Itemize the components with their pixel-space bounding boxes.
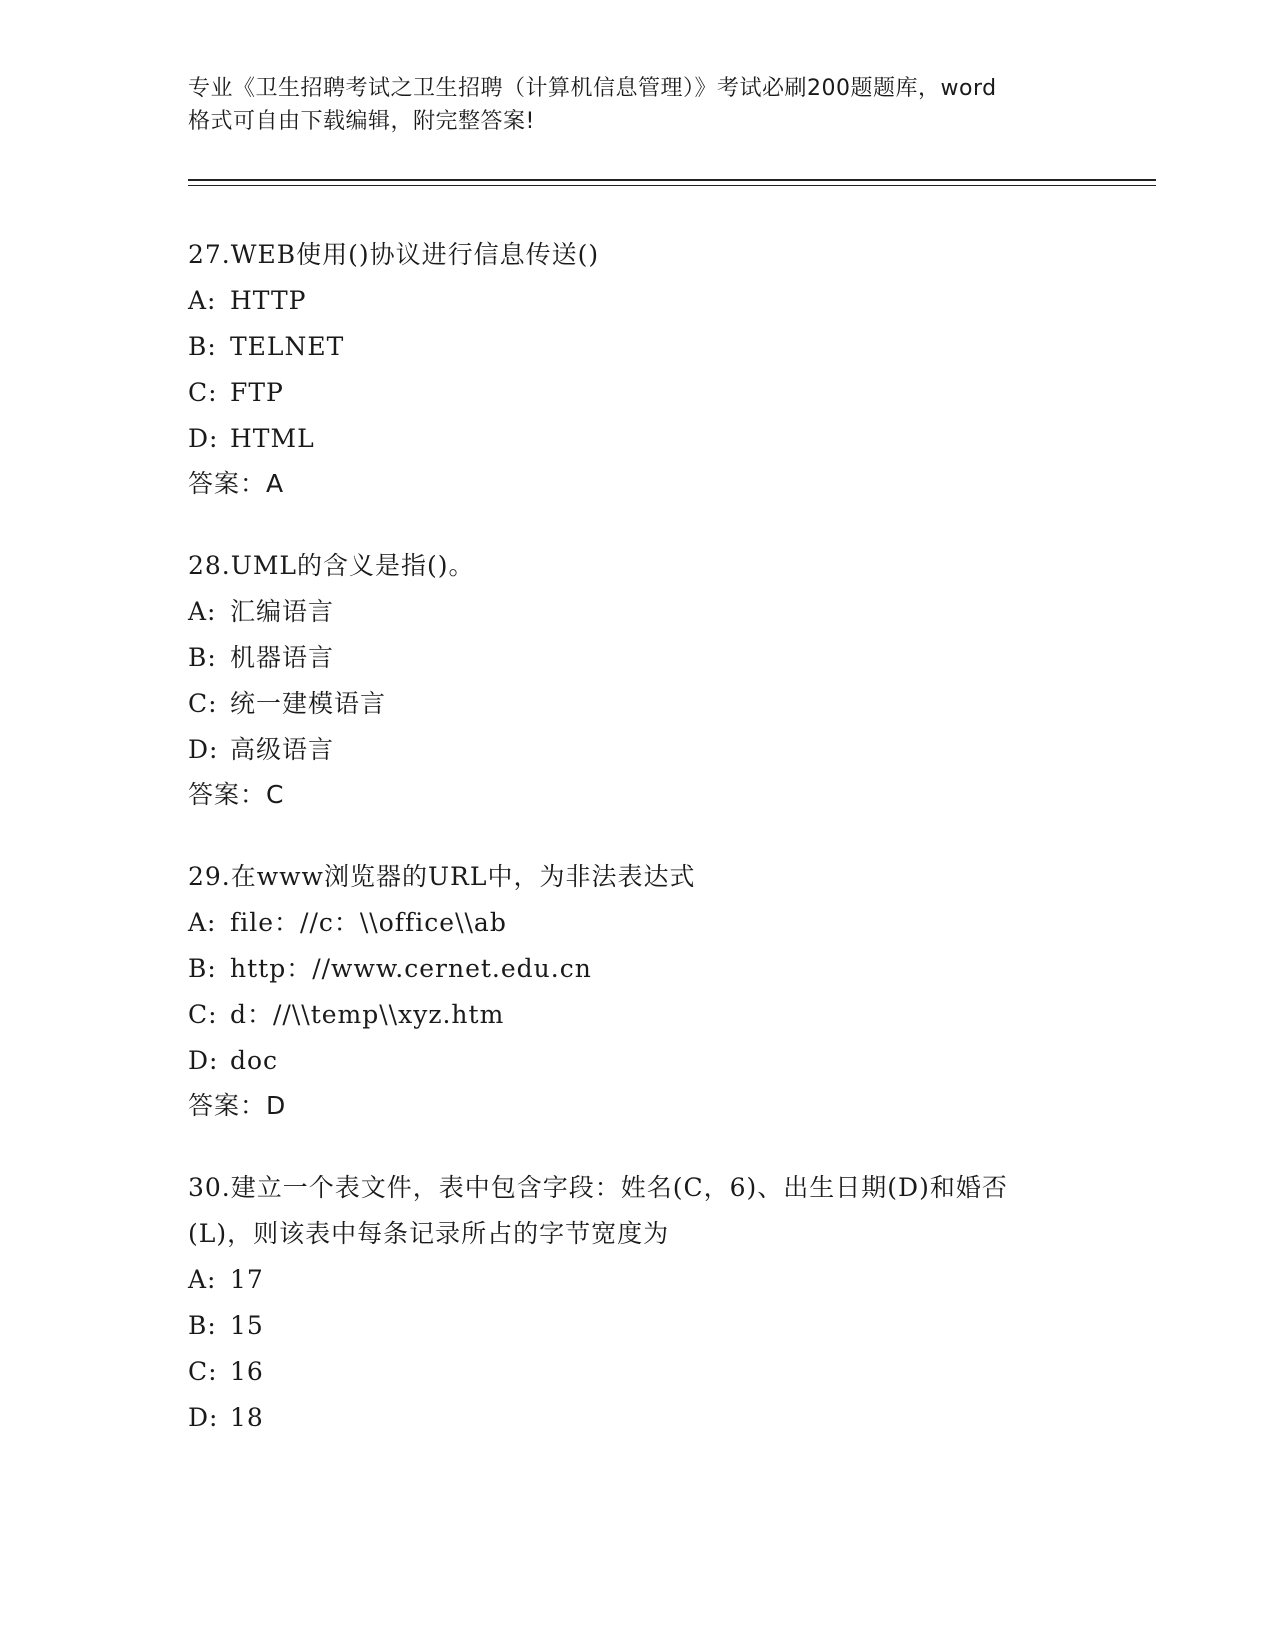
option-key: D: bbox=[188, 735, 219, 764]
question-title: 30.建立一个表文件，表中包含字段：姓名(C，6)、出生日期(D)和婚否(L)，则该表中每条记录所占的字节宽度为 bbox=[188, 1173, 1008, 1248]
option-text: 汇编语言 bbox=[230, 597, 335, 626]
option-b bbox=[188, 946, 1108, 992]
option-key: D: bbox=[188, 1046, 219, 1075]
question-title: 29.在www浏览器的URL中，为非法表达式 bbox=[188, 862, 696, 891]
option-text: FTP bbox=[230, 378, 284, 407]
option-text: 15 bbox=[230, 1311, 264, 1340]
answer: 答案：D bbox=[188, 1091, 287, 1120]
option-key: A: bbox=[188, 1265, 217, 1294]
document-header bbox=[188, 72, 1088, 138]
option-text: file：//c：\\office\\ab bbox=[230, 908, 507, 937]
option-a bbox=[188, 278, 1108, 324]
option-text: 18 bbox=[230, 1403, 264, 1432]
option-text: 机器语言 bbox=[230, 643, 335, 672]
header-divider-thick bbox=[188, 179, 1156, 181]
question-title: 27.WEB使用()协议进行信息传送() bbox=[188, 240, 600, 269]
option-key: D: bbox=[188, 1403, 219, 1432]
option-text: 统一建模语言 bbox=[230, 689, 387, 718]
header-line-1: 专业《卫生招聘考试之卫生招聘（计算机信息管理）》考试必刷200题题库，word bbox=[188, 76, 997, 101]
option-c bbox=[188, 370, 1108, 416]
option-b bbox=[188, 635, 1108, 681]
question-27 bbox=[188, 232, 1108, 506]
option-key: C: bbox=[188, 689, 218, 718]
option-key: C: bbox=[188, 1357, 218, 1386]
option-b bbox=[188, 1303, 1048, 1349]
option-c bbox=[188, 992, 1108, 1038]
option-d bbox=[188, 727, 1108, 773]
option-key: A: bbox=[188, 597, 217, 626]
option-text: http：//www.cernet.edu.cn bbox=[230, 954, 592, 983]
option-key: B: bbox=[188, 643, 217, 672]
answer: 答案：C bbox=[188, 780, 285, 809]
option-a bbox=[188, 1257, 1048, 1303]
option-text: HTML bbox=[230, 424, 315, 453]
question-30 bbox=[188, 1165, 1048, 1441]
option-key: B: bbox=[188, 332, 217, 361]
option-text: 高级语言 bbox=[230, 735, 335, 764]
option-key: B: bbox=[188, 1311, 217, 1340]
option-text: TELNET bbox=[230, 332, 345, 361]
option-text: 17 bbox=[230, 1265, 264, 1294]
question-title: 28.UML的含义是指()。 bbox=[188, 551, 475, 580]
option-c bbox=[188, 681, 1108, 727]
option-key: C: bbox=[188, 378, 218, 407]
option-d bbox=[188, 1038, 1108, 1084]
option-d bbox=[188, 1395, 1048, 1441]
option-a bbox=[188, 589, 1108, 635]
option-text: d：//\\temp\\xyz.htm bbox=[230, 1000, 505, 1029]
option-b bbox=[188, 324, 1108, 370]
answer: 答案：A bbox=[188, 469, 285, 498]
option-key: B: bbox=[188, 954, 217, 983]
option-key: A: bbox=[188, 286, 217, 315]
header-divider-thin bbox=[188, 185, 1156, 186]
option-key: D: bbox=[188, 424, 219, 453]
question-28 bbox=[188, 543, 1108, 817]
option-a bbox=[188, 900, 1108, 946]
header-line-2: 格式可自由下载编辑，附完整答案! bbox=[188, 109, 535, 134]
option-c bbox=[188, 1349, 1048, 1395]
option-text: doc bbox=[230, 1046, 279, 1075]
option-key: A: bbox=[188, 908, 217, 937]
option-text: HTTP bbox=[230, 286, 307, 315]
question-29 bbox=[188, 854, 1108, 1128]
option-d bbox=[188, 416, 1108, 462]
option-key: C: bbox=[188, 1000, 218, 1029]
option-text: 16 bbox=[230, 1357, 264, 1386]
